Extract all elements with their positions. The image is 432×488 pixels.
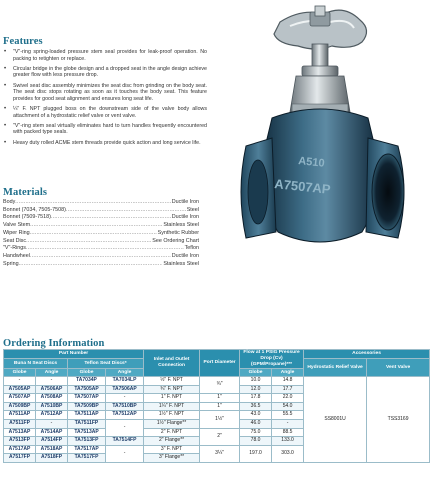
cell-buna-angle: A7506AP	[36, 385, 68, 394]
cell-buna-globe: A7513FP	[4, 437, 36, 446]
leader-dots	[26, 245, 184, 253]
header-part-number: Part Number	[4, 350, 144, 359]
ordering-table	[3, 349, 430, 463]
cell-flow-globe: 75.0	[240, 428, 272, 437]
cell-buna-globe: A7509BP	[4, 402, 36, 411]
cell-connection: 2" F. NPT	[144, 428, 200, 437]
cell-buna-angle: A7510BP	[36, 402, 68, 411]
cell-flow-globe: 17.8	[240, 394, 272, 403]
globe-valve-image	[212, 0, 432, 270]
leader-dots	[26, 238, 151, 246]
leader-dots	[30, 222, 162, 230]
cell-connection: 1½" Flange**	[144, 419, 200, 428]
cell-teflon-angle: -	[106, 419, 144, 436]
cell-buna-globe: A7517FP	[4, 454, 36, 463]
body-marking-size: A510	[297, 155, 326, 170]
cell-teflon-globe: TA7511FP	[68, 419, 106, 428]
cell-flow-globe: 36.5	[240, 402, 272, 411]
cell-buna-angle: A7514FP	[36, 437, 68, 446]
cell-teflon-globe: TA7517AP	[68, 445, 106, 454]
cell-buna-globe: -	[4, 377, 36, 386]
material-label: Body	[3, 199, 16, 205]
cell-buna-globe: A7505AP	[4, 385, 36, 394]
cell-buna-angle: A7514AP	[36, 428, 68, 437]
cell-port-diameter: 1½"	[200, 411, 240, 428]
cell-teflon-globe: TA7513FP	[68, 437, 106, 446]
material-row	[3, 245, 199, 253]
features-list	[3, 49, 207, 150]
material-row	[3, 261, 199, 269]
body-marking-model: A7507AP	[273, 176, 332, 197]
cell-buna-angle: A7508AP	[36, 394, 68, 403]
cell-port-diameter: 1"	[200, 402, 240, 411]
cell-flow-angle: 17.7	[272, 385, 304, 394]
feature-item: • ¼" F. NPT plugged boss on the downstream side of the valve body allows attachment of a hydrostatic relief valve or vent valve.	[3, 106, 207, 119]
cell-flow-globe: 78.0	[240, 437, 272, 446]
cell-buna-angle: -	[36, 377, 68, 386]
header-accessories: Accessories	[304, 350, 430, 359]
leader-dots	[30, 253, 171, 261]
cell-teflon-globe: TA7507AP	[68, 394, 106, 403]
cell-teflon-angle: TA7506AP	[106, 385, 144, 394]
cell-connection: 3" Flange**	[144, 454, 200, 463]
header-port-diameter: Port Diameter	[200, 350, 240, 377]
cell-connection: 2" Flange**	[144, 437, 200, 446]
material-row	[3, 222, 199, 230]
cell-relief-valve: SS8001U	[304, 377, 367, 463]
header-globe: Globe	[68, 369, 106, 377]
cell-connection: 1½" F. NPT	[144, 411, 200, 420]
handwheel	[274, 6, 367, 49]
material-label: Bonnet (7034, 7505-7508)	[3, 206, 66, 213]
material-value: Synthetic Rubber	[157, 229, 199, 236]
feature-item: • Circular bridge in the globe design and a dropped seat in the angle design achieve greater flow with less pressure drop.	[3, 66, 207, 79]
leader-dots	[66, 207, 186, 215]
material-value: See Ordering Chart	[152, 237, 199, 244]
cell-teflon-angle: TA7512AP	[106, 411, 144, 420]
material-value: Stainless Steel	[163, 222, 199, 229]
cell-teflon-angle: TA7514FP	[106, 437, 144, 446]
cell-buna-globe: A7513AP	[4, 428, 36, 437]
cell-teflon-angle: -	[106, 445, 144, 462]
cell-flow-globe: 43.0	[240, 411, 272, 420]
cell-teflon-angle: TA7510BP	[106, 402, 144, 411]
material-label: Seat Disc	[3, 237, 27, 244]
cell-flow-angle: 88.5	[272, 428, 304, 437]
cell-buna-globe: A7511AP	[4, 411, 36, 420]
header-inlet-outlet: Inlet and Outlet Connection	[144, 350, 200, 377]
feature-item: • Heavy duty rolled ACME stem threads provide quick action and long service life.	[3, 140, 207, 147]
header-flow-globe: Globe	[240, 369, 272, 377]
cell-connection: 3" F. NPT	[144, 445, 200, 454]
cell-buna-angle: -	[36, 419, 68, 428]
cell-teflon-globe: TA7513AP	[68, 428, 106, 437]
cell-flow-globe: 10.0	[240, 377, 272, 386]
table-row	[4, 377, 430, 386]
cell-teflon-globe: TA7517FP	[68, 454, 106, 463]
cell-flow-angle: 55.5	[272, 411, 304, 420]
leader-dots	[19, 261, 163, 269]
material-row	[3, 253, 199, 261]
material-label: Wiper Ring	[3, 229, 30, 236]
feature-item: • Swivel seat disc assembly minimizes the seat disc from grinding on the body seat. The seat disc stops rotating as soon as it touches the body seat. This feature provides for good seat alignment and ensures long seat life.	[3, 83, 207, 103]
materials-list	[3, 199, 199, 268]
material-row	[3, 230, 199, 238]
header-vent-valve: Vent Valve	[367, 359, 430, 377]
features-title: Features	[3, 36, 43, 47]
cell-teflon-globe: TA7509BP	[68, 402, 106, 411]
header-angle: Angle	[106, 369, 144, 377]
cell-flow-globe: 12.0	[240, 385, 272, 394]
cell-flow-angle: -	[272, 419, 304, 428]
cell-port-diameter: ¾"	[200, 377, 240, 394]
material-label: "V"-Rings	[3, 245, 26, 252]
material-value: Steel	[186, 206, 199, 213]
cell-buna-globe: A7517AP	[4, 445, 36, 454]
material-row	[3, 199, 199, 207]
material-value: Ductile Iron	[171, 199, 199, 205]
material-row	[3, 214, 199, 222]
header-relief-valve: Hydrostatic Relief Valve	[304, 359, 367, 377]
header-flow-angle: Angle	[272, 369, 304, 377]
ordering-title: Ordering Information	[3, 338, 105, 349]
cell-port-diameter: 2"	[200, 428, 240, 445]
header-globe: Globe	[4, 369, 36, 377]
cell-flow-globe: 46.0	[240, 419, 272, 428]
cell-flow-angle: 133.0	[272, 437, 304, 446]
cell-port-diameter: 1"	[200, 394, 240, 403]
cell-buna-angle: A7512AP	[36, 411, 68, 420]
feature-item: • "V"-ring spring-loaded pressure stem seal provides for leak-proof operation. No packing to retighten or replace.	[3, 49, 207, 62]
material-label: Spring	[3, 260, 19, 267]
cell-flow-angle: 54.0	[272, 402, 304, 411]
cell-teflon-globe: TA7511AP	[68, 411, 106, 420]
bonnet	[290, 66, 350, 112]
materials-title: Materials	[3, 187, 48, 198]
cell-port-diameter: 3¼"	[200, 445, 240, 462]
cell-teflon-angle: -	[106, 394, 144, 403]
material-value: Teflon	[184, 245, 199, 252]
cell-connection: ¾" F. NPT	[144, 385, 200, 394]
material-row	[3, 238, 199, 246]
material-label: Valve Stem	[3, 222, 31, 229]
header-teflon: Teflon Seat Discs*	[68, 359, 144, 369]
cell-connection: ½" F. NPT	[144, 377, 200, 386]
cell-buna-angle: A7518AP	[36, 445, 68, 454]
valve-body	[241, 109, 404, 242]
cell-teflon-globe: TA7505AP	[68, 385, 106, 394]
cell-flow-globe: 197.0	[240, 445, 272, 462]
cell-connection: 1¼" F. NPT	[144, 402, 200, 411]
feature-item: • "V"-ring stem seal virtually eliminates hard to turn handles frequently encountered with packed type seals.	[3, 123, 207, 136]
material-value: Ductile Iron	[171, 214, 199, 221]
cell-connection: 1" F. NPT	[144, 394, 200, 403]
header-flow: Flow at 1 PSIG Pressure Drop (Cv) (GPM/Propane)***	[240, 350, 304, 369]
material-row	[3, 207, 199, 215]
leader-dots	[51, 214, 171, 222]
material-label: Bonnet (7509-7518)	[3, 214, 51, 221]
header-buna: Buna N Seat Discs	[4, 359, 68, 369]
cell-flow-angle: 14.8	[272, 377, 304, 386]
leader-dots	[15, 199, 170, 207]
cell-buna-globe: A7507AP	[4, 394, 36, 403]
cell-teflon-globe: TA7034P	[68, 377, 106, 386]
cell-flow-angle: 303.0	[272, 445, 304, 462]
header-angle: Angle	[36, 369, 68, 377]
cell-flow-angle: 22.0	[272, 394, 304, 403]
leader-dots	[30, 230, 157, 238]
material-label: Handwheel	[3, 252, 30, 259]
material-value: Stainless Steel	[163, 260, 199, 267]
material-value: Ductile Iron	[171, 252, 199, 259]
cell-vent-valve: TSS3169	[367, 377, 430, 463]
cell-buna-globe: A7511FP	[4, 419, 36, 428]
cell-teflon-angle: TA7034LP	[106, 377, 144, 386]
cell-buna-angle: A7518FP	[36, 454, 68, 463]
